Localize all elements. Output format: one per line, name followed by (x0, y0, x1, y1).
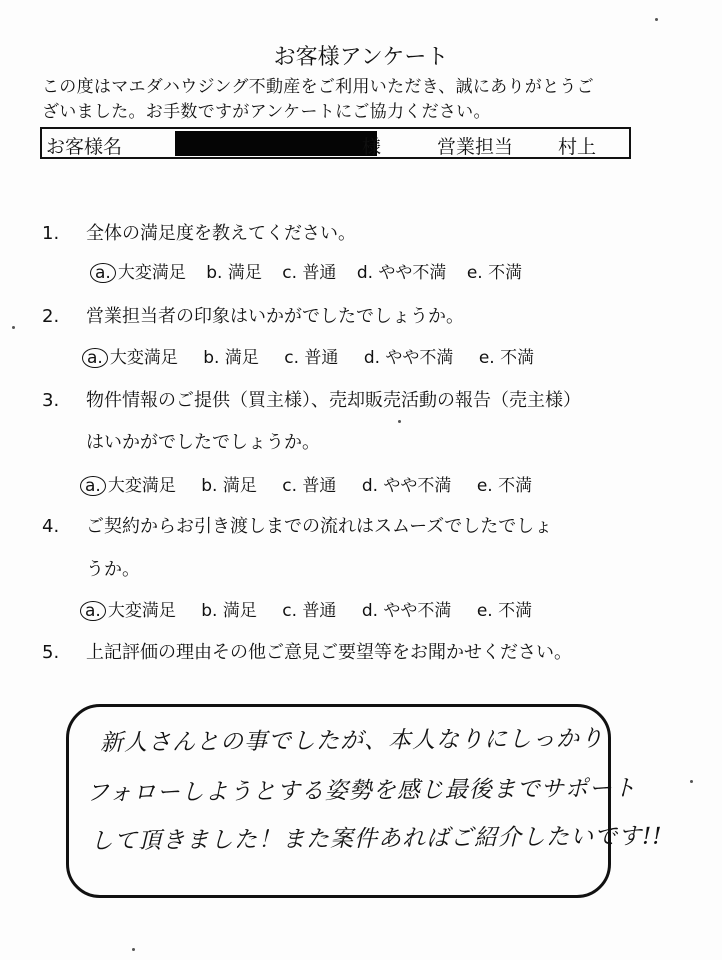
comment-line-3: して頂きました！また案件あればご紹介したいです!! (89, 823, 663, 855)
option-c[interactable]: c. 普通 (282, 601, 337, 621)
scan-speck (690, 780, 693, 783)
option-e[interactable]: e. 不満 (478, 348, 535, 368)
question-number: 5. (42, 642, 60, 663)
customer-info-box (40, 127, 631, 159)
scan-speck (12, 326, 15, 329)
option-d[interactable]: d. やや不満 (363, 348, 454, 368)
selection-circle: a. (82, 348, 108, 368)
question-2-options (82, 343, 554, 368)
question-1 (42, 219, 356, 245)
question-text: 営業担当者の印象はいかがでしたでしょうか。 (86, 306, 464, 327)
option-c[interactable]: c. 普通 (282, 263, 337, 283)
question-number: 3. (42, 390, 60, 411)
selection-circle: a. (80, 601, 106, 621)
option-a-selected[interactable]: a. 大変満足 (82, 343, 178, 368)
selection-circle: a. (80, 476, 106, 496)
option-c[interactable]: c. 普通 (282, 476, 337, 496)
option-a-selected[interactable]: a. 大変満足 (80, 596, 176, 621)
option-b[interactable]: b. 満足 (201, 601, 257, 621)
question-text: 物件情報のご提供（買主様）、売却販売活動の報告（売主様） (86, 390, 581, 411)
question-number: 2. (42, 306, 60, 327)
option-a-selected[interactable]: a. 大変満足 (90, 258, 186, 283)
question-4-continued: うか。 (86, 559, 140, 580)
redacted-customer-name (175, 131, 377, 156)
question-number: 1. (42, 223, 60, 244)
page-title: お客様アンケート (273, 45, 449, 70)
question-5 (42, 638, 572, 664)
option-a-selected[interactable]: a. 大変満足 (80, 471, 176, 496)
option-d[interactable]: d. やや不満 (356, 263, 447, 283)
question-3 (42, 386, 581, 412)
scan-speck (655, 18, 658, 21)
question-3-options (80, 471, 552, 496)
intro-line-1: この度はマエダハウジング不動産をご利用いただき、誠にありがとうご (42, 77, 594, 97)
question-text: 上記評価の理由その他ご意見ご要望等をお聞かせください。 (86, 642, 572, 663)
option-b[interactable]: b. 満足 (203, 348, 259, 368)
sales-staff-label: 営業担当 (437, 136, 514, 158)
sales-staff-name: 村上 (558, 136, 597, 158)
option-b[interactable]: b. 満足 (201, 476, 257, 496)
option-d[interactable]: d. やや不満 (361, 601, 452, 621)
question-2 (42, 302, 464, 328)
question-number: 4. (42, 516, 60, 537)
option-c[interactable]: c. 普通 (284, 348, 339, 368)
customer-name-label: お客様名 (46, 136, 123, 158)
question-text: 全体の満足度を教えてください。 (86, 223, 356, 244)
question-4 (42, 512, 552, 538)
honorific-label: 様 (362, 136, 382, 158)
comment-line-2: フォローしようとする姿勢を感じ最後までサポート (85, 775, 637, 807)
question-1-options (90, 258, 537, 283)
question-4-options (80, 596, 552, 621)
intro-line-2: ざいました。お手数ですがアンケートにご協力ください。 (42, 102, 491, 122)
question-text: ご契約からお引き渡しまでの流れはスムーズでしたでしょ (86, 516, 553, 537)
selection-circle: a. (90, 263, 116, 283)
question-3-continued: はいかがでしたでしょうか。 (86, 432, 320, 453)
comment-line-1: 新人さんとの事でしたが、本人なりにしっかり (99, 725, 605, 757)
option-e[interactable]: e. 不満 (466, 263, 523, 283)
option-e[interactable]: e. 不満 (476, 601, 533, 621)
option-e[interactable]: e. 不満 (476, 476, 533, 496)
option-b[interactable]: b. 満足 (206, 263, 262, 283)
scan-speck (132, 948, 135, 951)
option-d[interactable]: d. やや不満 (361, 476, 452, 496)
scan-speck (398, 420, 401, 423)
